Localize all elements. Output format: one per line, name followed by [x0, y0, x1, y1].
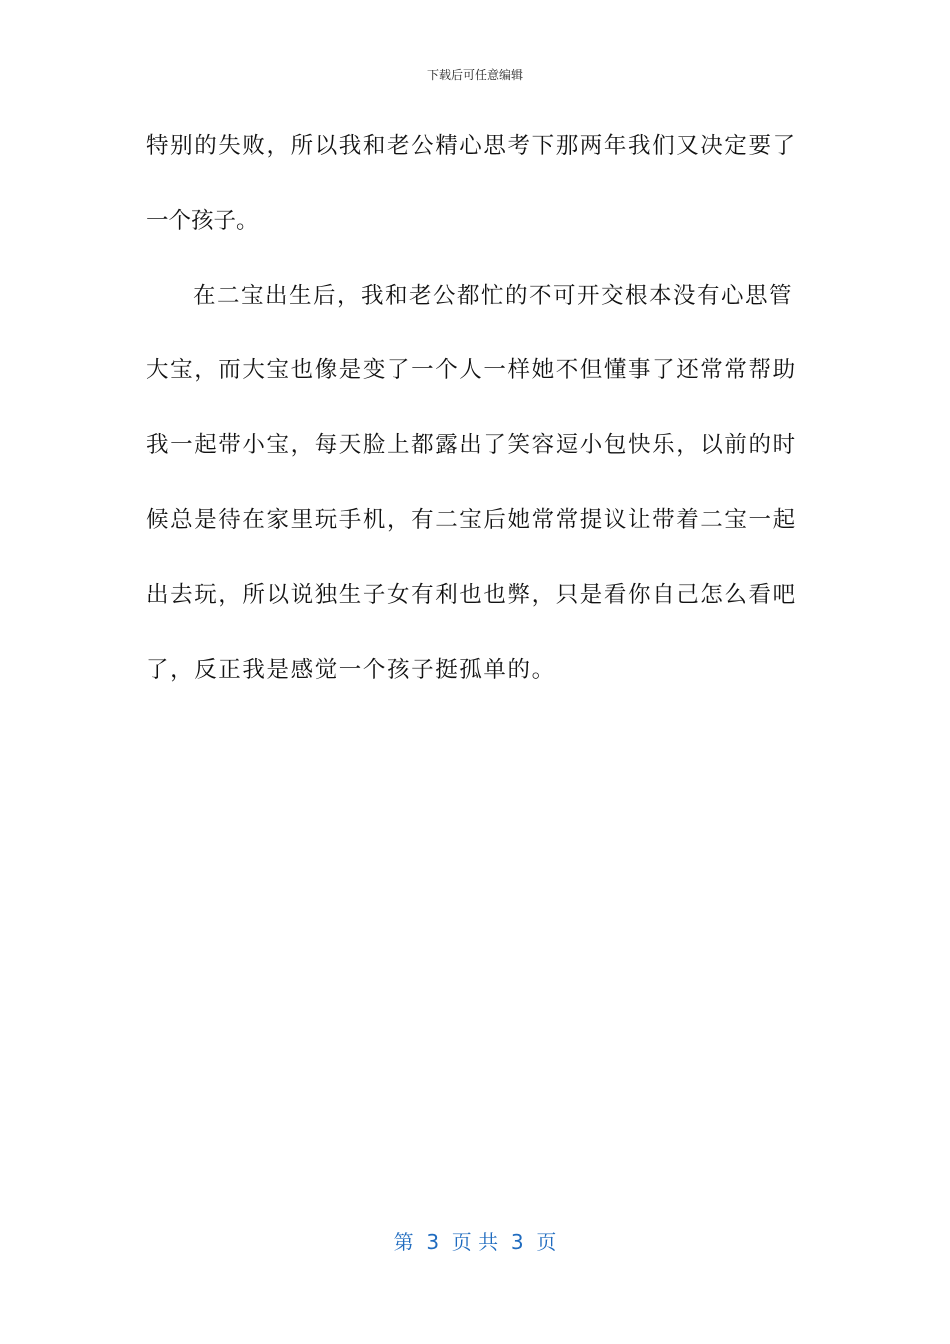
body-line-1: 特别的失败，所以我和老公精心思考下那两年我们又决定要了: [146, 133, 797, 159]
page-number-footer: 第 3 页 共 3 页: [393, 1230, 557, 1254]
body-line-2: 一个孩子。: [146, 208, 259, 234]
body-line-6: 候总是待在家里玩手机，有二宝后她常常提议让带着二宝一起: [146, 507, 797, 533]
body-line-8: 了，反正我是感觉一个孩子挺孤单的。: [146, 657, 556, 683]
body-line-5: 我一起带小宝，每天脸上都露出了笑容逗小包快乐，以前的时: [146, 432, 797, 458]
header-note: 下载后可任意编辑: [426, 68, 523, 82]
body-line-4: 大宝，而大宝也像是变了一个人一样她不但懂事了还常常帮助: [146, 357, 797, 383]
body-line-7: 出去玩，所以说独生子女有利也也弊，只是看你自己怎么看吧: [146, 582, 797, 608]
body-line-3: 在二宝出生后，我和老公都忙的不可开交根本没有心思管: [193, 283, 794, 309]
